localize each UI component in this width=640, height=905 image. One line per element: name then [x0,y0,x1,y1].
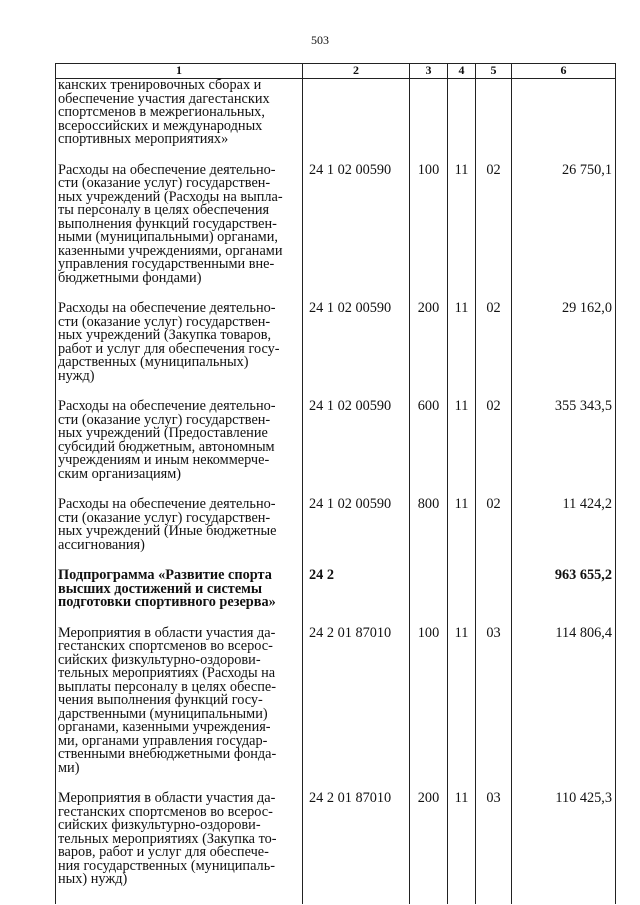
amount: 963 655,2 [512,569,616,627]
expense-type-code: 200 [410,792,448,904]
description-line: тельных мероприятиях (Закупка то- [58,830,277,847]
column-header-3: 3 [410,64,448,79]
row-description [56,400,303,498]
expense-type-code [410,79,448,164]
description-line: дарственными (муниципальными) [58,705,268,722]
description-line: ми) [58,759,80,776]
description-line: ассигнования) [58,536,145,553]
description-line: обеспечение участия дагестанских [58,90,270,107]
description-line: сийских физкультурно-оздорови- [58,651,261,668]
description-line: ных учреждений (Предоставление [58,425,268,441]
column-header-2: 2 [303,64,410,79]
description-line: сти (оказание услуг) государствен- [58,509,271,526]
budget-table [55,63,616,904]
description-line: подготовки спортивного резерва» [58,594,276,610]
table-row [56,164,616,303]
expense-type-code: 100 [410,627,448,793]
row-description [56,624,303,793]
column-header-6: 6 [512,64,616,79]
subsection-code: 02 [476,498,512,569]
amount: 26 750,1 [512,164,616,303]
description-line: Подпрограмма «Развитие спорта [58,567,272,583]
description-line: субсидий бюджетным, автономным [58,438,275,455]
description-line: ственными внебюджетными фонда- [58,746,277,762]
description-line: Расходы на обеспечение деятельно- [58,496,276,512]
table-row [56,792,616,904]
row-description [56,161,303,303]
expense-type-code [410,569,448,627]
table-row [56,79,616,164]
description-line: ными (муниципальными) органами, [58,229,278,245]
description-line: ных) нужд) [58,871,128,887]
table-row [56,627,616,793]
description-line: сийских физкультурно-оздорови- [58,817,261,833]
description-line: спортсменов в межрегиональных, [58,104,265,120]
section-code: 11 [448,498,476,569]
row-description [56,79,303,164]
description-line: всероссийских и международных [58,117,263,134]
amount: 29 162,0 [512,302,616,400]
section-code [448,79,476,164]
description-line: выполнения функций государствен- [58,215,277,232]
description-line: чения выполнения функций госу- [58,692,263,708]
amount: 110 425,3 [512,792,616,904]
amount: 11 424,2 [512,498,616,569]
description-line: казенными учреждениями, органами [58,242,283,259]
budget-code: 24 1 02 00590 [303,302,410,400]
amount: 355 343,5 [512,400,616,498]
column-header-1: 1 [56,64,303,79]
section-code: 11 [448,792,476,904]
description-line: органами, казенными учреждения- [58,719,271,735]
subsection-code [476,79,512,164]
expense-type-code: 800 [410,498,448,569]
budget-code: 24 2 01 87010 [303,627,410,793]
description-line: гестанских спортсменов во всерос- [58,803,273,820]
table-row [56,498,616,569]
amount [512,79,616,164]
row-description [56,569,303,627]
section-code: 11 [448,164,476,303]
description-line: бюджетными фондами) [58,269,202,286]
description-line: дарственных (муниципальных) [58,354,249,370]
description-line: учреждениям и иным некоммерче- [58,452,270,468]
description-line: Мероприятия в области участия да- [58,790,276,806]
description-line: канских тренировочных сборах и [58,77,262,93]
description-line: Расходы на обеспечение деятельно- [58,398,276,414]
amount: 114 806,4 [512,627,616,793]
description-line: гестанских спортсменов во всерос- [58,638,273,654]
subsection-code: 02 [476,302,512,400]
description-line: выплаты персоналу в целях обеспе- [58,678,276,695]
table-row [56,400,616,498]
description-line: высших достижений и системы [58,580,263,597]
subsection-code [476,569,512,627]
description-line: ных учреждений (Расходы на выпла- [58,188,283,205]
expense-type-code: 100 [410,164,448,303]
page-number: 503 [311,33,329,47]
description-line: Расходы на обеспечение деятельно- [58,161,276,178]
table-body [56,79,616,904]
budget-code [303,79,410,164]
description-line: управления государственными вне- [58,256,275,272]
description-line: тельных мероприятиях (Расходы на [58,665,276,681]
section-code [448,569,476,627]
section-code: 11 [448,400,476,498]
budget-code: 24 2 [303,569,410,627]
expense-type-code: 200 [410,302,448,400]
description-line: сти (оказание услуг) государствен- [58,175,271,191]
row-description [56,498,303,569]
description-line: ных учреждений (Иные бюджетные [58,523,277,539]
description-line: спортивных мероприятиях» [58,131,229,147]
budget-code: 24 1 02 00590 [303,164,410,303]
description-line: ми, органами управления государ- [58,732,268,749]
description-line: варов, работ и услуг для обеспече- [58,844,269,860]
subsection-code: 03 [476,627,512,793]
description-line: ния государственных (муниципаль- [58,857,275,874]
subsection-code: 02 [476,400,512,498]
subsection-code: 03 [476,792,512,904]
section-code: 11 [448,302,476,400]
description-line: ты персоналу в целях обеспечения [58,202,270,218]
description-line: ных учреждений (Закупка товаров, [58,327,272,343]
column-header-5: 5 [476,64,512,79]
description-line: сти (оказание услуг) государствен- [58,411,271,428]
expense-type-code: 600 [410,400,448,498]
description-line: Мероприятия в области участия да- [58,624,276,641]
column-header-4: 4 [448,64,476,79]
description-line: ским организациям) [58,465,182,482]
table-row [56,302,616,400]
row-description [56,792,303,904]
description-line: работ и услуг для обеспечения госу- [58,340,280,357]
section-code: 11 [448,627,476,793]
budget-code: 24 2 01 87010 [303,792,410,904]
table-row [56,569,616,627]
description-line: сти (оказание услуг) государствен- [58,313,271,330]
subsection-code: 02 [476,164,512,303]
description-line: Расходы на обеспечение деятельно- [58,300,276,316]
budget-code: 24 1 02 00590 [303,400,410,498]
budget-code: 24 1 02 00590 [303,498,410,569]
description-line: нужд) [58,367,95,384]
row-description [56,302,303,400]
